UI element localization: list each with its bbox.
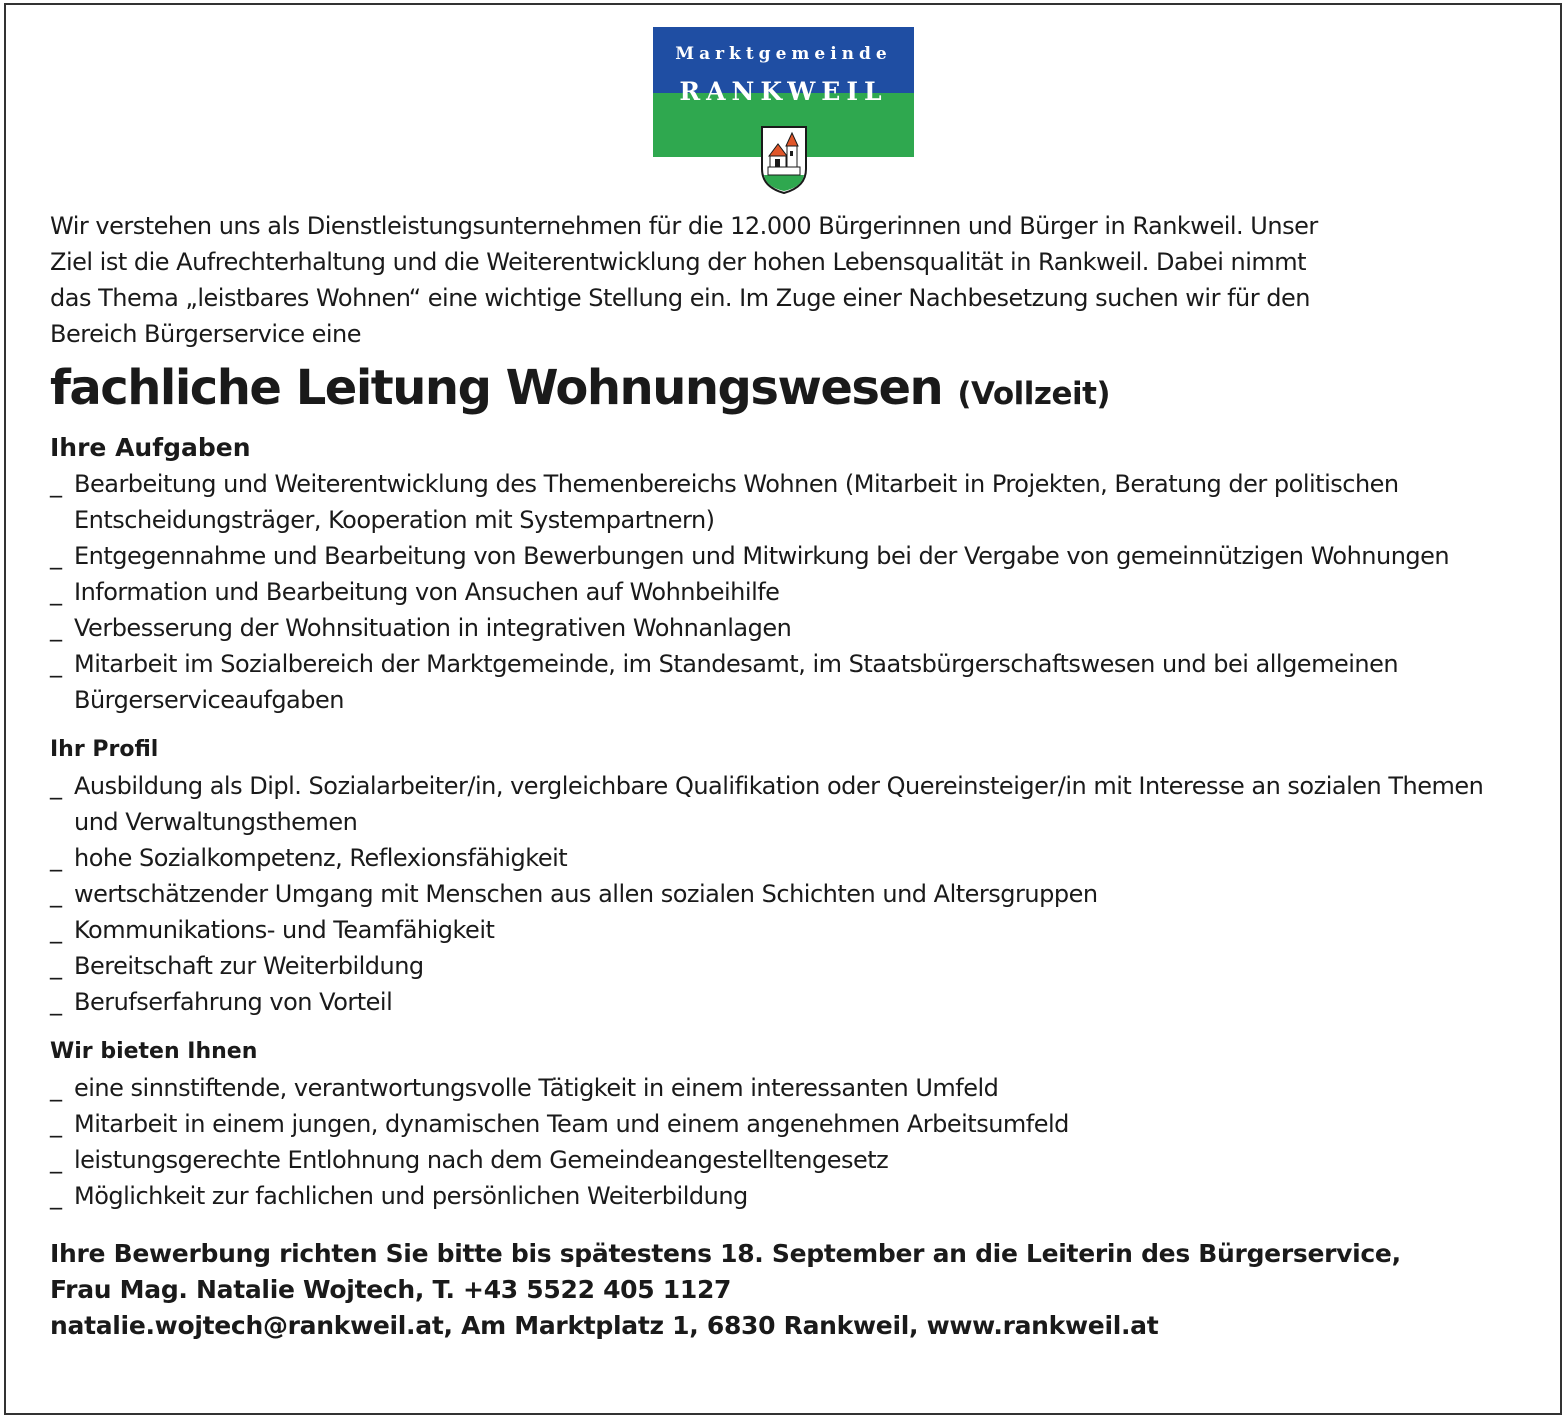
list-angebot: [50, 1070, 1520, 1214]
section-title-aufgaben: Ihre Aufgaben: [50, 433, 251, 462]
coat-of-arms-icon: [760, 125, 808, 195]
list-item: [50, 840, 1520, 876]
list-item: [50, 984, 1520, 1020]
job-ad-body: [50, 208, 1520, 1344]
list-item: [50, 912, 1520, 948]
list-item-text: Information und Bearbeitung von Ansuchen auf Wohnbeihilfe: [74, 578, 780, 606]
section-title-angebot: Wir bieten Ihnen: [50, 1039, 258, 1064]
bullet: _: [50, 1182, 62, 1210]
bullet: _: [50, 470, 62, 498]
bullet: _: [50, 578, 62, 606]
list-item: [50, 610, 1520, 646]
list-item-text: leistungsgerechte Entlohnung nach dem Gemeindeangestelltengesetz: [74, 1146, 889, 1174]
list-item: [50, 948, 1520, 984]
list-item: [50, 646, 1520, 718]
bullet: _: [50, 1110, 62, 1138]
list-item-text: eine sinnstiftende, verantwortungsvolle Tätigkeit in einem interessanten Umfeld: [74, 1074, 999, 1102]
intro-line: Ziel ist die Aufrechterhaltung und die Weiterentwicklung der hohen Lebensqualität in Rankweil. Dabei nimmt: [50, 248, 1307, 276]
intro-line: Wir verstehen uns als Dienstleistungsunternehmen für die 12.000 Bürgerinnen und Bürger in Rankweil. Unser: [50, 212, 1318, 240]
contact-line-address[interactable]: natalie.wojtech@rankweil.at, Am Marktplatz 1, 6830 Rankweil, www.rankweil.at: [50, 1311, 1159, 1340]
list-item: [50, 538, 1520, 574]
bullet: _: [50, 650, 62, 678]
list-item: [50, 768, 1520, 840]
list-item-text: Bereitschaft zur Weiterbildung: [74, 952, 424, 980]
contact-line-person: Frau Mag. Natalie Wojtech, T. +43 5522 405 1127: [50, 1275, 732, 1304]
list-item-text: Mitarbeit in einem jungen, dynamischen Team und einem angenehmen Arbeitsumfeld: [74, 1110, 1069, 1138]
contact-line-deadline: Ihre Bewerbung richten Sie bitte bis spätestens 18. September an die Leiterin des Bürgerservice,: [50, 1239, 1401, 1268]
list-item-text: Entgegennahme und Bearbeitung von Bewerbungen und Mitwirkung bei der Vergabe von gemeinnützigen Wohnungen: [74, 542, 1450, 570]
list-item: [50, 1178, 1520, 1214]
bullet: _: [50, 916, 62, 944]
list-item: [50, 876, 1520, 912]
bullet: _: [50, 614, 62, 642]
list-item-text: Bearbeitung und Weiterentwicklung des Themenbereichs Wohnen (Mitarbeit in Projekten, Beratung der politischen Entscheidungsträger, Kooperation mit Systempartnern): [74, 470, 1399, 534]
bullet: _: [50, 1074, 62, 1102]
job-title-main: fachliche Leitung Wohnungswesen: [50, 360, 943, 416]
application-contact: [50, 1236, 1520, 1344]
list-profil: [50, 768, 1520, 1020]
list-item: [50, 466, 1520, 538]
list-item-text: Kommunikations- und Teamfähigkeit: [74, 916, 495, 944]
bullet: _: [50, 988, 62, 1016]
logo-line-2: RANKWEIL: [679, 77, 888, 106]
list-item-text: Mitarbeit im Sozialbereich der Marktgemeinde, im Standesamt, im Staatsbürgerschaftswesen und bei allgemeinen Bürgerserviceaufgaben: [74, 650, 1399, 714]
job-title-qualifier: (Vollzeit): [957, 376, 1111, 412]
bullet: _: [50, 844, 62, 872]
list-item: [50, 574, 1520, 610]
list-item-text: Möglichkeit zur fachlichen und persönlichen Weiterbildung: [74, 1182, 748, 1210]
intro-line: Bereich Bürgerservice eine: [50, 320, 362, 348]
bullet: _: [50, 1146, 62, 1174]
list-item: [50, 1070, 1520, 1106]
list-item-text: hohe Sozialkompetenz, Reflexionsfähigkeit: [74, 844, 568, 872]
list-item: [50, 1106, 1520, 1142]
list-item-text: Ausbildung als Dipl. Sozialarbeiter/in, vergleichbare Qualifikation oder Quereinsteiger/in mit Interesse an sozialen Themen und Verwaltungsthemen: [74, 772, 1484, 836]
list-item-text: Berufserfahrung von Vorteil: [74, 988, 393, 1016]
logo-line-1: Marktgemeinde: [675, 44, 892, 64]
list-item: [50, 1142, 1520, 1178]
list-item-text: wertschätzender Umgang mit Menschen aus allen sozialen Schichten und Altersgruppen: [74, 880, 1098, 908]
logo-marktgemeinde-rankweil: [653, 27, 914, 157]
intro-line: das Thema „leistbares Wohnen“ eine wichtige Stellung ein. Im Zuge einer Nachbesetzung suchen wir für den: [50, 284, 1310, 312]
list-item-text: Verbesserung der Wohnsituation in integrativen Wohnanlagen: [74, 614, 792, 642]
section-title-profil: Ihr Profil: [50, 737, 159, 762]
intro-paragraph: [50, 208, 1520, 352]
bullet: _: [50, 880, 62, 908]
bullet: _: [50, 952, 62, 980]
bullet: _: [50, 772, 62, 800]
job-title: [50, 358, 1520, 424]
bullet: _: [50, 542, 62, 570]
list-aufgaben: [50, 466, 1520, 718]
